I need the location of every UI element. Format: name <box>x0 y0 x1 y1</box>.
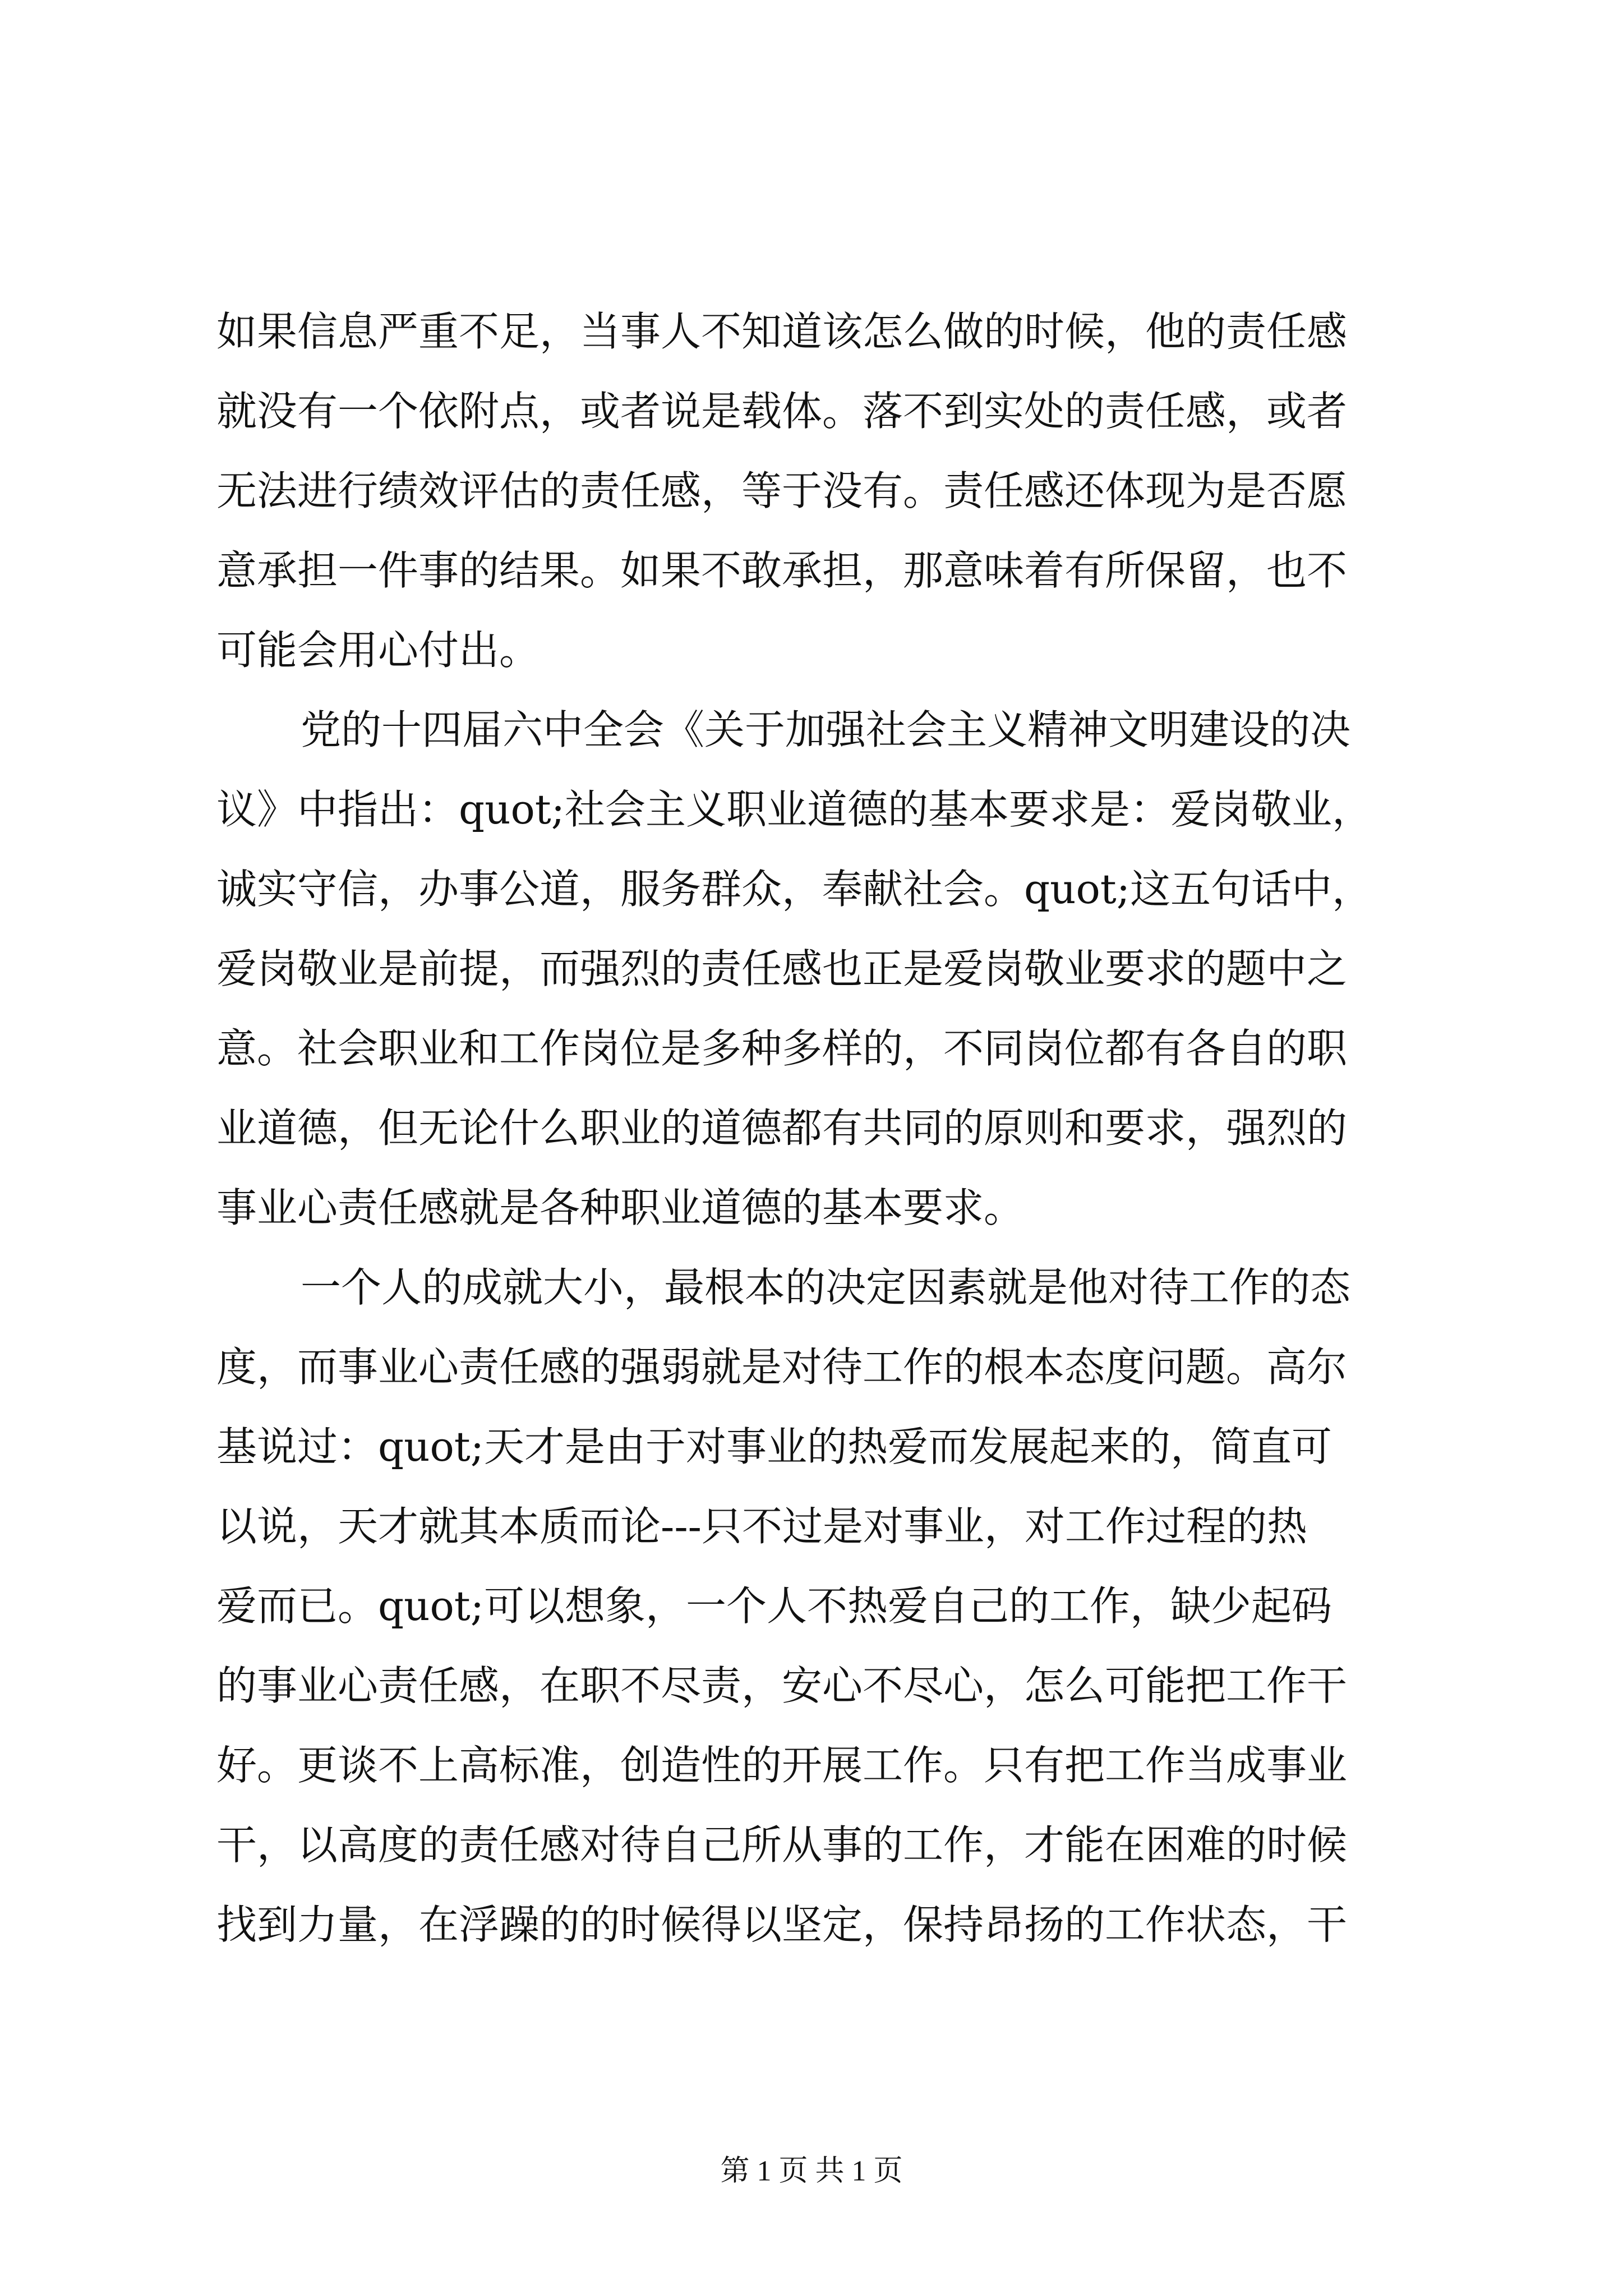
text-line: 干，以高度的责任感对待自己所从事的工作，才能在困难的时候 <box>216 1821 1348 1869</box>
text-line: 诚实守信，办事公道，服务群众，奉献社会。quot;这五句话中， <box>216 866 1373 913</box>
text-line: 无法进行绩效评估的责任感，等于没有。责任感还体现为是否愿 <box>216 467 1348 514</box>
text-line: 可能会用心付出。 <box>216 627 540 674</box>
text-line: 爱而已。quot;可以想象，一个人不热爱自己的工作，缺少起码 <box>216 1582 1332 1630</box>
text-line: 议》中指出：quot;社会主义职业道德的基本要求是：爱岗敬业， <box>216 786 1373 833</box>
text-line: 以说，天才就其本质而论---只不过是对事业，对工作过程的热 <box>216 1503 1307 1550</box>
document-body <box>216 292 1428 1964</box>
paragraph-start-line: 党的十四届六中全会《关于加强社会主义精神文明建设的决 <box>301 706 1351 753</box>
text-line: 意。社会职业和工作岗位是多种多样的，不同岗位都有各自的职 <box>216 1025 1348 1072</box>
text-line: 事业心责任感就是各种职业道德的基本要求。 <box>216 1184 1025 1231</box>
text-line: 如果信息严重不足，当事人不知道该怎么做的时候，他的责任感 <box>216 308 1348 355</box>
text-line: 爱岗敬业是前提，而强烈的责任感也正是爱岗敬业要求的题中之 <box>216 945 1348 992</box>
paragraph-start-line: 一个人的成就大小，最根本的决定因素就是他对待工作的态 <box>301 1264 1351 1311</box>
text-line: 好。更谈不上高标准，创造性的开展工作。只有把工作当成事业 <box>216 1742 1348 1789</box>
text-line: 基说过：quot;天才是由于对事业的热爱而发展起来的，简直可 <box>216 1423 1332 1470</box>
text-line: 就没有一个依附点，或者说是载体。落不到实处的责任感，或者 <box>216 388 1348 435</box>
text-line: 业道德，但无论什么职业的道德都有共同的原则和要求，强烈的 <box>216 1105 1348 1152</box>
text-line: 找到力量，在浮躁的的时候得以坚定，保持昂扬的工作状态，干 <box>216 1901 1348 1948</box>
page-footer: 第 1 页 共 1 页 <box>720 2155 903 2187</box>
text-line: 的事业心责任感，在职不尽责，安心不尽心，怎么可能把工作干 <box>216 1662 1348 1709</box>
text-line: 意承担一件事的结果。如果不敢承担，那意味着有所保留，也不 <box>216 547 1348 594</box>
text-line: 度，而事业心责任感的强弱就是对待工作的根本态度问题。高尔 <box>216 1343 1348 1391</box>
